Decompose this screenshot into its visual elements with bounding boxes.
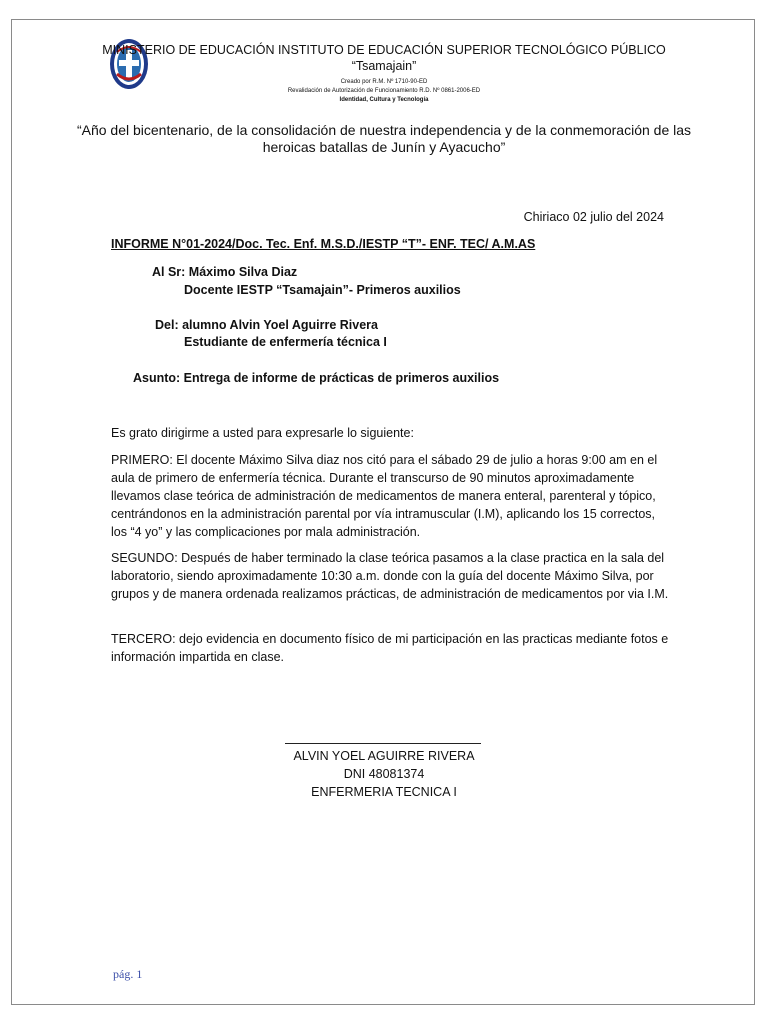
page-number: pág. 1	[113, 967, 143, 981]
signature-program: ENFERMERIA TECNICA I	[311, 785, 457, 799]
subject-line: Asunto: Entrega de informe de prácticas de primeros auxilios	[133, 371, 500, 385]
motto: Identidad, Cultura y Tecnología	[339, 97, 429, 103]
date-line: Chiriaco 02 julio del 2024	[523, 210, 664, 224]
greeting: Es grato dirigirme a usted para expresarle lo siguiente:	[111, 426, 414, 440]
signature-name: ALVIN YOEL AGUIRRE RIVERA	[293, 749, 475, 763]
creation-line: Creado por R.M. Nº 1710-90-ED	[340, 79, 428, 85]
sender-name: Del: alumno Alvin Yoel Aguirre Rivera	[155, 318, 378, 332]
year-quote: “Año del bicentenario, de la consolidación de nuestra independencia y de la conmemoración de las heroicas batallas de Junín y Ayacucho”	[76, 122, 692, 155]
recipient-name: Al Sr: Máximo Silva Diaz	[152, 265, 298, 279]
ministry-title: MINISTERIO DE EDUCACIÓN INSTITUTO DE EDUCACIÓN SUPERIOR TECNOLÓGICO PÚBLICO	[102, 43, 666, 57]
paragraph-segundo: SEGUNDO: Después de haber terminado la clase teórica pasamos a la clase practica en la sala del laboratorio, siendo aproximadamente 10:30 a.m. donde con la guía del docente Máximo Silva, por grupos y de manera ordenada realizamos prácticas, de administración de medicamentos por via I.M.	[111, 551, 669, 601]
paragraph-primero: PRIMERO: El docente Máximo Silva diaz nos citó para el sábado 29 de julio a horas 9:00 am en el aula de primero de enfermería técnica. Durante el transcurso de 90 minutos aproximadamente llevamos clase teórica de administración de medicamentos de manera enteral, parenteral y tópico, centrándonos en la administración parental por vía intramuscular (I.M), aplicando los 15 correctos, los “4 yo” y las complicaciones por mala administración.	[111, 453, 658, 539]
ministry-header	[72, 42, 696, 74]
paragraph-tercero: TERCERO: dejo evidencia en documento físico de mi participación en las practicas mediante fotos e información impartida en clase.	[111, 632, 669, 664]
document-page	[11, 19, 755, 1005]
institute-name: “Tsamajain”	[351, 59, 417, 73]
signature-dni: DNI 48081374	[343, 767, 425, 781]
recipient-role: Docente IESTP “Tsamajain”- Primeros auxilios	[184, 283, 461, 297]
signature-line	[285, 743, 481, 744]
report-code: INFORME N°01-2024/Doc. Tec. Enf. M.S.D./IESTP “T”- ENF. TEC/ A.M.AS	[111, 237, 536, 251]
sender-role: Estudiante de enfermería técnica I	[184, 335, 387, 349]
revalidation-line: Revalidación de Autorización de Funcionamiento R.D. Nº 0861-2006-ED	[287, 88, 481, 94]
